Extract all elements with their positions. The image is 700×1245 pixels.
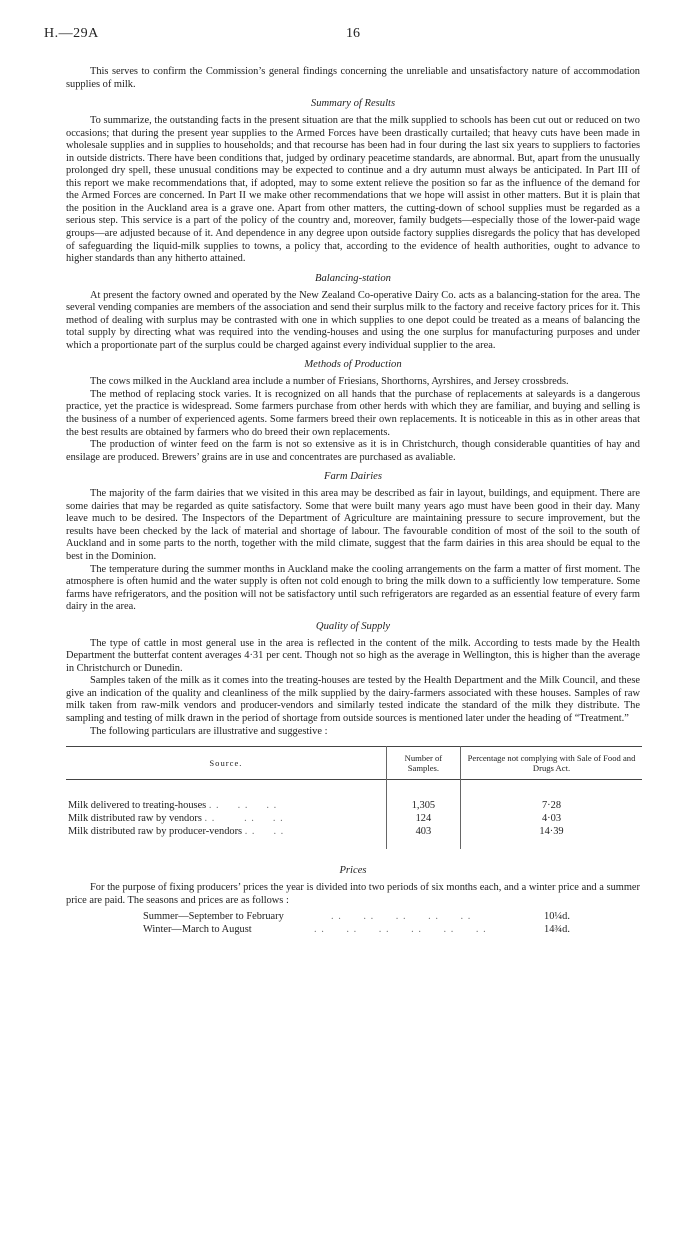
leader-dots: . . . . . . xyxy=(204,813,284,825)
table-row xyxy=(66,813,642,826)
prices-list xyxy=(66,911,640,937)
methods-paragraph: The method of replacing stock varies. It is recognized on all hands that the purchase of replacements at saleyards is a dangerous practice, yet the practice is widespread. Some farmers purchase from other herds with which they are familiar, and buying and selling is the business of a number of experienced agents. Some farmers breed their own replacements. It is noticeable in this as in other areas that the best results are obtained by farmers who do breed their own replacements. xyxy=(66,388,640,438)
farm-dairies-paragraph: The majority of the farm dairies that we visited in this area may be described as fair in layout, buildings, and equipment. There are some dairies that may be regarded as quite satisfactory. Some that were built many years ago must have been good in their day. Many leave much to be desired. The Inspectors of the Department of Agriculture are maintaining pressure to secure improvement, but the results have been checked by the lack of material and shortage of labour. The favourable condition of most of the soil to the south of Auckland and in some parts to the north, together with the mild climate, suggest that the farm dairies in this area should be equal to the best in the Dominion. xyxy=(66,488,640,562)
quality-paragraph: The following particulars are illustrative and suggestive : xyxy=(90,725,328,737)
table-row xyxy=(66,826,642,839)
row-source-cell xyxy=(66,826,386,839)
column-header-percentage: Percentage not complying with Sale of Food and Drugs Act. xyxy=(467,753,636,774)
balancing-paragraph: At present the factory owned and operated by the New Zealand Co-operative Dairy Co. acts as a balancing-station for the area. The several vending companies are members of the association and send their surplus milk to the factory and receive factory prices for it. This method of dealing with surplus may be contrasted with one in which supplies to one depot could be treated as a means of balancing the total supply by directing what was required into the vending-houses and using the one surplus for manufacturing purposes and under which a proportionate part of the surplus could be charged against every individual supplier to the area. xyxy=(66,289,640,351)
summary-heading: Summary of Results xyxy=(310,98,396,110)
page-body xyxy=(66,66,640,937)
document-page xyxy=(44,26,640,937)
page-header xyxy=(44,26,640,44)
leader-dots: . . . . . . xyxy=(208,800,278,812)
quality-heading: Quality of Supply xyxy=(315,620,391,632)
row-percentage-cell: 4·03 xyxy=(541,813,562,825)
row-source-cell xyxy=(66,813,386,826)
price-value: 14¾d. xyxy=(544,924,570,936)
price-season-label: Winter—March to August xyxy=(143,924,252,936)
row-percentage-cell: 14·39 xyxy=(539,826,564,838)
price-row xyxy=(66,911,640,924)
column-header-source: Source. xyxy=(209,758,243,769)
page-number: 16 xyxy=(346,26,360,41)
prices-heading: Prices xyxy=(339,865,367,877)
row-source-label: Milk distributed raw by vendors xyxy=(68,813,202,825)
row-samples-cell: 124 xyxy=(386,813,460,826)
row-source-cell xyxy=(66,800,386,813)
leader-dots: . . . . xyxy=(244,826,285,838)
balancing-heading: Balancing-station xyxy=(315,272,391,284)
farm-dairies-paragraph: The temperature during the summer months in Auckland make the cooling arrangements on the farm a matter of first moment. The atmosphere is often humid and the water supply is often not cold enough to bring the milk down to a sufficiently low temperature. Some farms have refrigerators, and the position will not be satisfactory until such refrigerators are regarded as an essential feature of every farm dairy in the area. xyxy=(66,563,640,613)
price-season-label: Summer—September to February xyxy=(143,911,284,923)
intro-paragraph: This serves to confirm the Commission’s general findings concerning the unreliable and unsatisfactory nature of accommodation supplies of milk. xyxy=(66,66,640,90)
table-tail-row xyxy=(66,839,642,849)
row-source-label: Milk distributed raw by producer-vendors xyxy=(68,826,243,838)
methods-heading: Methods of Production xyxy=(304,359,402,371)
quality-paragraph: Samples taken of the milk as it comes into the treating-houses are tested by the Health Department and the Milk Council, and these give an indication of the quality and cleanliness of the milk supplied by the dairy-farmers associated with these houses. Samples of raw milk taken from raw-milk vendors and producer-vendors and similarly tested indicate the standard of the milk they distribute. The sampling and testing of milk drawn in the period of shortage from outside sources is mentioned later under the heading of “Treatment.” xyxy=(66,675,640,724)
samples-table xyxy=(66,746,642,849)
quality-paragraph: The type of cattle in most general use in the area is reflected in the content of the milk. According to tests made by the Health Department the butterfat content averages 4·31 per cent. Though not so high as the average in Wellington, this is higher than the average in Christchurch or Dunedin. xyxy=(66,637,640,674)
table-header-row xyxy=(66,747,642,780)
row-source-label: Milk delivered to treating-houses xyxy=(68,800,207,812)
row-percentage-cell: 7·28 xyxy=(541,800,562,812)
table-spacer-row xyxy=(66,780,642,801)
price-value: 10¼d. xyxy=(544,911,570,923)
price-row xyxy=(66,924,640,937)
leader-dots: . . . . . . . . . . xyxy=(331,911,472,923)
document-reference: H.—29A xyxy=(44,26,99,41)
summary-paragraph: To summarize, the outstanding facts in the present situation are that the milk supplied to schools has been cut out or reduced on two occasions; that during the present year supplies to the Armed Forces have been drastically curtailed; that heavy cuts have been made in wholesale supplies and in supplies to households; and that recourse has been had in four during the last six years to suppliers to factories in outside districts. There have been conditions that, judged by ordinary peacetime standards, are abnormal. But, apart from the unusually prolonged dry spell, these unusual conditions may be expected to continue and a dry autumn must always be anticipated. In Part III of this report we make recommendations that, if adopted, may to some extent relieve the position so far as the influence of the demand for the Armed Forces are concerned. In Part II we make other recommendations that we hope will assist in other matters. But it is plain that the position in the Auckland area is a grave one. Apart from other matters, the cutting-down of school supplies must be regarded as a serious step. This service is a part of the policy of the country and, moreover, family budgets—especially those of the lower-paid wage groups—are adjusted because of it. And dependence in any degree upon outside factory supplies disregards the policy that has developed of safeguarding the liquid-milk supplies to towns, a policy that, according to the evidence of health authorities, ought to advance to higher standards than any hitherto attained. xyxy=(66,115,640,265)
leader-dots: . . . . . . . . . . . . xyxy=(314,924,487,936)
column-header-samples: Number of Samples. xyxy=(386,747,460,780)
table-row xyxy=(66,800,642,813)
samples-table-wrapper xyxy=(66,746,640,849)
row-samples-cell: 1,305 xyxy=(386,800,460,813)
farm-dairies-heading: Farm Dairies xyxy=(324,471,382,483)
methods-paragraph: The production of winter feed on the farm is not so extensive as it is in Christchurch, though considerable quantities of hay and ensilage are produced. Brewers’ grains are in use and concentrates are purchased as avaliable. xyxy=(66,439,640,463)
row-samples-cell: 403 xyxy=(386,826,460,839)
prices-paragraph: For the purpose of fixing producers’ prices the year is divided into two periods of six months each, and a winter price and a summer price are paid. The seasons and prices are as follows : xyxy=(66,882,640,906)
methods-paragraph: The cows milked in the Auckland area include a number of Friesians, Shorthorns, Ayrshires, and Jersey crossbreds. xyxy=(90,376,569,388)
